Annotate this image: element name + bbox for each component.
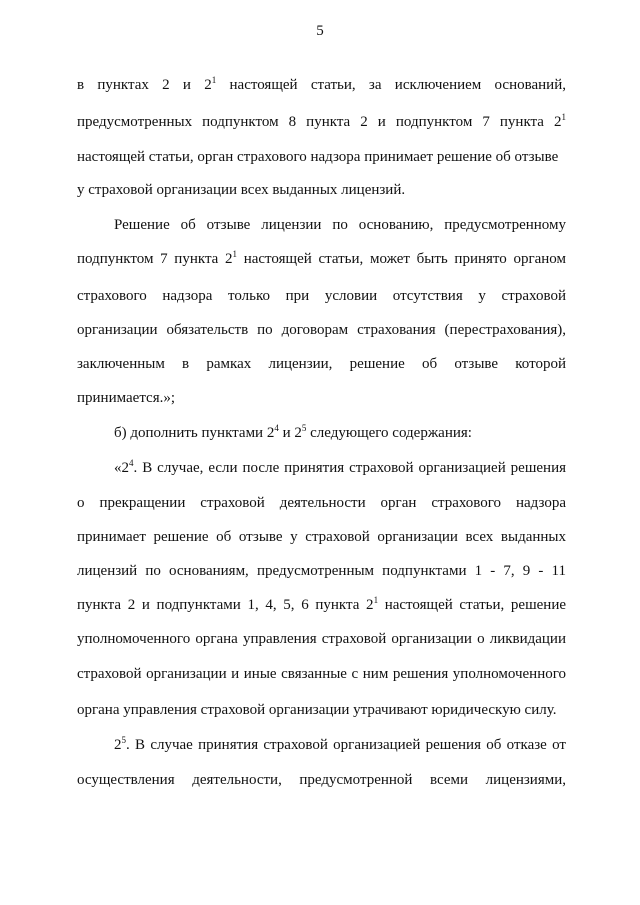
paragraph-start-line: $2^5$. В случае принятия страховой организацией решения об отказе от — [114, 735, 566, 753]
text-line: уполномоченного органа управления страховой организации о ликвидации — [77, 631, 566, 647]
text-line: осуществления деятельности, предусмотренной всеми лицензиями, — [77, 772, 566, 788]
text-line: страховой организации и иные связанные с ним решения уполномоченного — [77, 666, 566, 682]
text-line: у страховой организации всех выданных лицензий. — [77, 182, 406, 198]
text-line: в пунктах 2 и $2^1$ настоящей статьи, за исключением оснований, — [77, 75, 566, 93]
page-number: 5 — [316, 23, 324, 39]
text-line: организации обязательств по договорам страхования (перестрахования), — [77, 322, 566, 338]
paragraph-start-line: «$2^4$. В случае, если после принятия страховой организацией решения — [114, 458, 566, 476]
text-line: о прекращении страховой деятельности орган страхового надзора — [77, 495, 566, 511]
text-line: лицензий по основаниям, предусмотренным подпунктами 1 - 7, 9 - 11 — [77, 563, 566, 579]
text-line: страхового надзора только при условии отсутствия у страховой — [77, 288, 566, 304]
text-line: органа управления страховой организации утрачивают юридическую силу. — [77, 702, 557, 718]
text-line: подпунктом 7 пункта $2^1$ настоящей статьи, может быть принято органом — [77, 249, 566, 267]
text-line: заключенным в рамках лицензии, решение об отзыве которой — [77, 356, 566, 372]
text-line: принимается.»; — [77, 390, 176, 406]
paragraph-start-line: Решение об отзыве лицензии по основанию, предусмотренному — [114, 217, 566, 233]
text-line: пункта 2 и подпунктами 1, 4, 5, 6 пункта $2^1$ настоящей статьи, решение — [77, 595, 566, 613]
text-line: принимает решение об отзыве у страховой организации всех выданных — [77, 529, 566, 545]
paragraph-start-line: б) дополнить пунктами $2^4$ и $2^5$ следующего содержания: — [114, 423, 472, 441]
text-line: предусмотренных подпунктом 8 пункта 2 и подпунктом 7 пункта $2^1$ — [77, 112, 566, 130]
text-line: настоящей статьи, орган страхового надзора принимает решение об отзыве — [77, 149, 559, 165]
